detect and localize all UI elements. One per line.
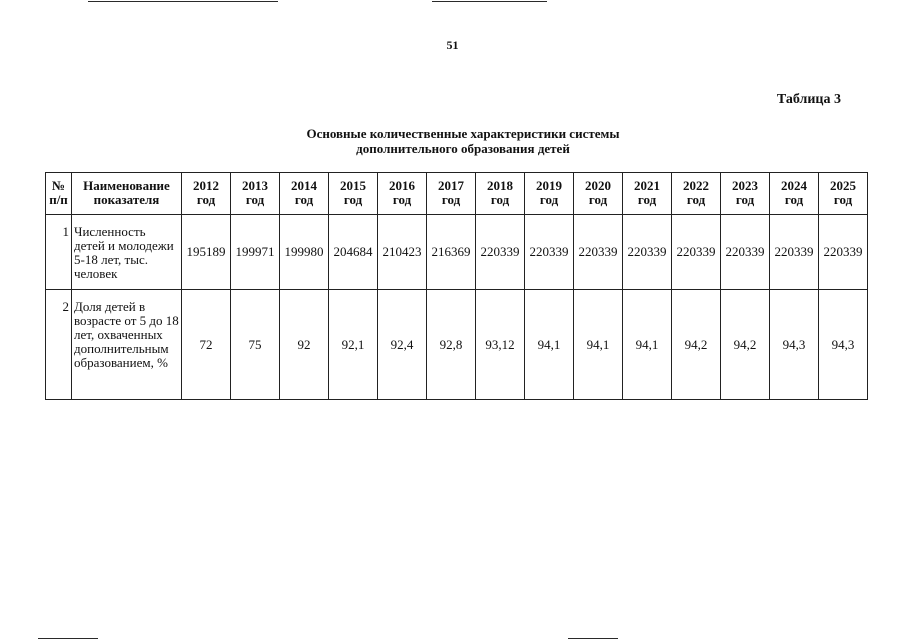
table-cell: 204684 [329,215,378,290]
table-cell: 216369 [427,215,476,290]
scan-edge-line [38,638,98,639]
table-cell: 94,1 [574,290,623,400]
col-header-year: 2020 год [574,173,623,215]
table-cell: 92 [280,290,329,400]
table-cell: 220339 [525,215,574,290]
col-header-year: 2024 год [770,173,819,215]
table-cell: 72 [182,290,231,400]
table-cell: 94,1 [525,290,574,400]
col-header-year: 2016 год [378,173,427,215]
table-cell: 220339 [476,215,525,290]
scan-edge-line [568,638,618,639]
table-row [46,215,868,290]
table-cell: 220339 [623,215,672,290]
table-title-line: Основные количественные характеристики системы [306,126,620,141]
table-cell: 75 [231,290,280,400]
col-header-year: 2025 год [819,173,868,215]
table-cell: 199980 [280,215,329,290]
table-cell: 210423 [378,215,427,290]
col-header-year: 2017 год [427,173,476,215]
row-number: 2 [46,290,72,400]
scan-edge-line [432,1,547,2]
col-header-year: 2015 год [329,173,378,215]
row-number: 1 [46,215,72,290]
scan-edge-line [88,1,278,2]
col-header-year: 2021 год [623,173,672,215]
table-title-line: дополнительного образования детей [356,141,570,156]
table-cell: 92,8 [427,290,476,400]
table-cell: 195189 [182,215,231,290]
page-number: 51 [446,38,459,52]
table-cell: 220339 [574,215,623,290]
col-header-year: 2023 год [721,173,770,215]
table-cell: 199971 [231,215,280,290]
indicator-name: Доля детей в возрасте от 5 до 18 лет, охваченных дополнительным образованием, % [72,290,182,400]
table-cell: 220339 [770,215,819,290]
table-cell: 93,12 [476,290,525,400]
table-cell: 92,4 [378,290,427,400]
table-cell: 220339 [721,215,770,290]
table-cell: 220339 [672,215,721,290]
table-cell: 94,2 [672,290,721,400]
table-cell: 94,3 [770,290,819,400]
indicator-name: Численность детей и молодежи 5-18 лет, тыс. человек [72,215,182,290]
table-cell: 94,2 [721,290,770,400]
table-cell: 92,1 [329,290,378,400]
table-cell: 220339 [819,215,868,290]
col-header-year: 2018 год [476,173,525,215]
table-label: Таблица 3 [776,92,841,107]
table-title [0,126,905,156]
col-header-year: 2013 год [231,173,280,215]
table-cell: 94,1 [623,290,672,400]
col-header-year: 2022 год [672,173,721,215]
col-header-indicator: Наименование показателя [72,173,182,215]
header-row [46,173,868,215]
table-row [46,290,868,400]
data-table [45,172,868,400]
col-header-number: № п/п [46,173,72,215]
col-header-year: 2012 год [182,173,231,215]
table-cell: 94,3 [819,290,868,400]
col-header-year: 2019 год [525,173,574,215]
col-header-year: 2014 год [280,173,329,215]
